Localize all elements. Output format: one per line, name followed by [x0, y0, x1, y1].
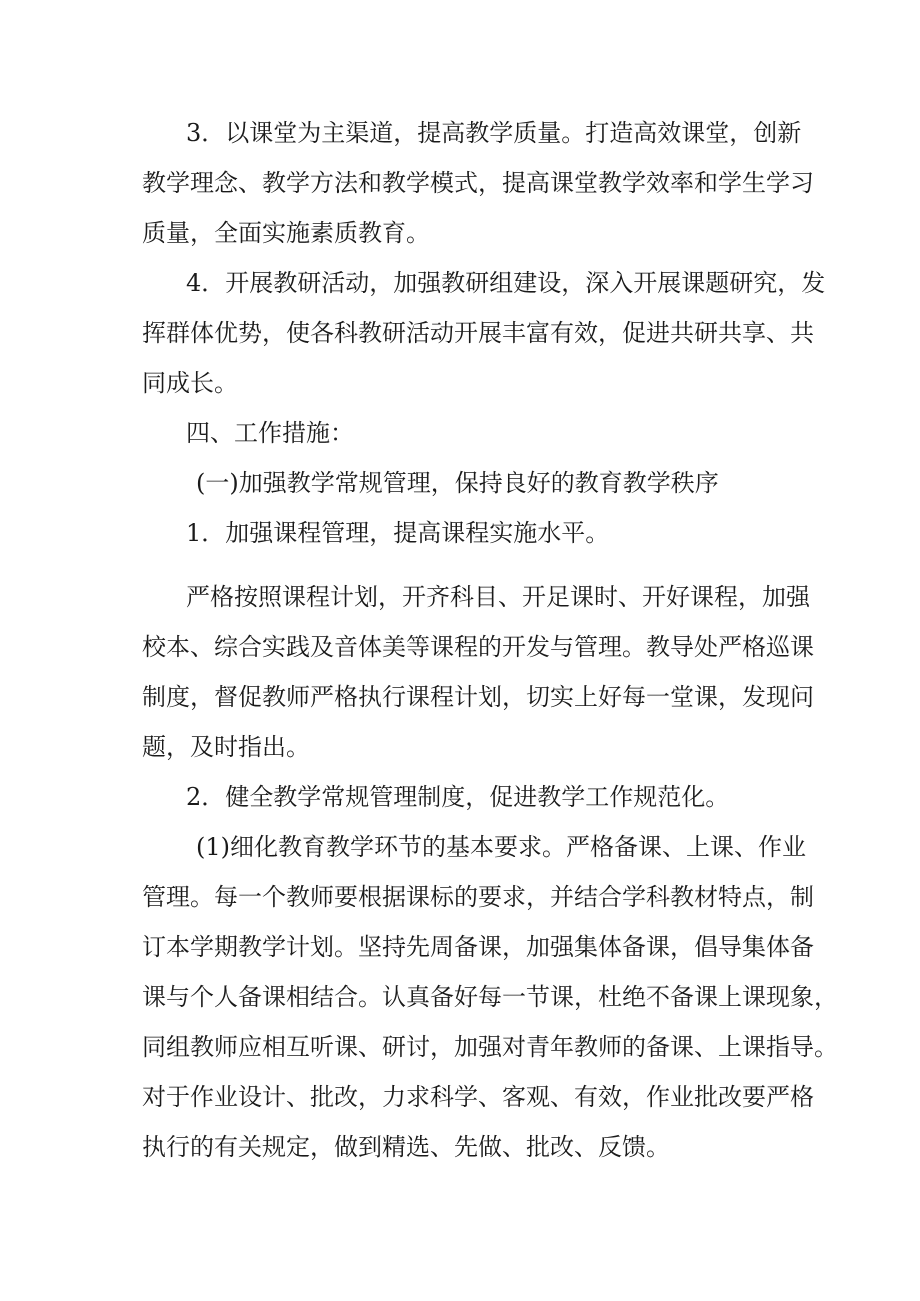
- course-paragraph-line-3: 制度，督促教师严格执行课程计划，切实上好每一堂课，发现问: [142, 683, 814, 711]
- course-paragraph-line-1: 严格按照课程计划，开齐科目、开足课时、开好课程，加强: [186, 583, 810, 611]
- detail-paragraph-line-4: 课与个人备课相结合。认真备好每一节课，杜绝不备课上课现象，: [142, 983, 838, 1011]
- detail-paragraph-line-5: 同组教师应相互听课、研讨，加强对青年教师的备课、上课指导。: [142, 1033, 838, 1061]
- item-1-course-management: 1．加强课程管理，提高课程实施水平。: [186, 519, 610, 547]
- item-2-routine-system: 2．健全教学常规管理制度，促进教学工作规范化。: [186, 783, 730, 811]
- detail-paragraph-line-2: 管理。每一个教师要根据课标的要求，并结合学科教材特点，制: [142, 883, 814, 911]
- section-heading-measures: 四、工作措施：: [186, 419, 354, 447]
- paragraph-3-line-3: 质量，全面实施素质教育。: [142, 219, 430, 247]
- paragraph-4-line-3: 同成长。: [142, 369, 238, 397]
- paragraph-4-line-2: 挥群体优势，使各科教研活动开展丰富有效，促进共研共享、共: [142, 319, 814, 347]
- paragraph-3-line-2: 教学理念、教学方法和教学模式，提高课堂教学效率和学生学习: [142, 169, 814, 197]
- detail-paragraph-line-3: 订本学期教学计划。坚持先周备课，加强集体备课，倡导集体备: [142, 933, 814, 961]
- course-paragraph-line-2: 校本、综合实践及音体美等课程的开发与管理。教导处严格巡课: [142, 633, 814, 661]
- detail-paragraph-line-7: 执行的有关规定，做到精选、先做、批改、反馈。: [142, 1133, 670, 1161]
- course-paragraph-line-4: 题，及时指出。: [142, 733, 310, 761]
- paragraph-4-line-1: 4．开展教研活动，加强教研组建设，深入开展课题研究，发: [186, 269, 826, 297]
- subheading-teaching-routine: (一)加强教学常规管理，保持良好的教育教学秩序: [196, 469, 719, 497]
- detail-paragraph-line-6: 对于作业设计、批改，力求科学、客观、有效，作业批改要严格: [142, 1083, 814, 1111]
- paragraph-3-line-1: 3．以课堂为主渠道，提高教学质量。打造高效课堂，创新: [186, 119, 802, 147]
- detail-paragraph-line-1: (1)细化教育教学环节的基本要求。严格备课、上课、作业: [196, 833, 806, 861]
